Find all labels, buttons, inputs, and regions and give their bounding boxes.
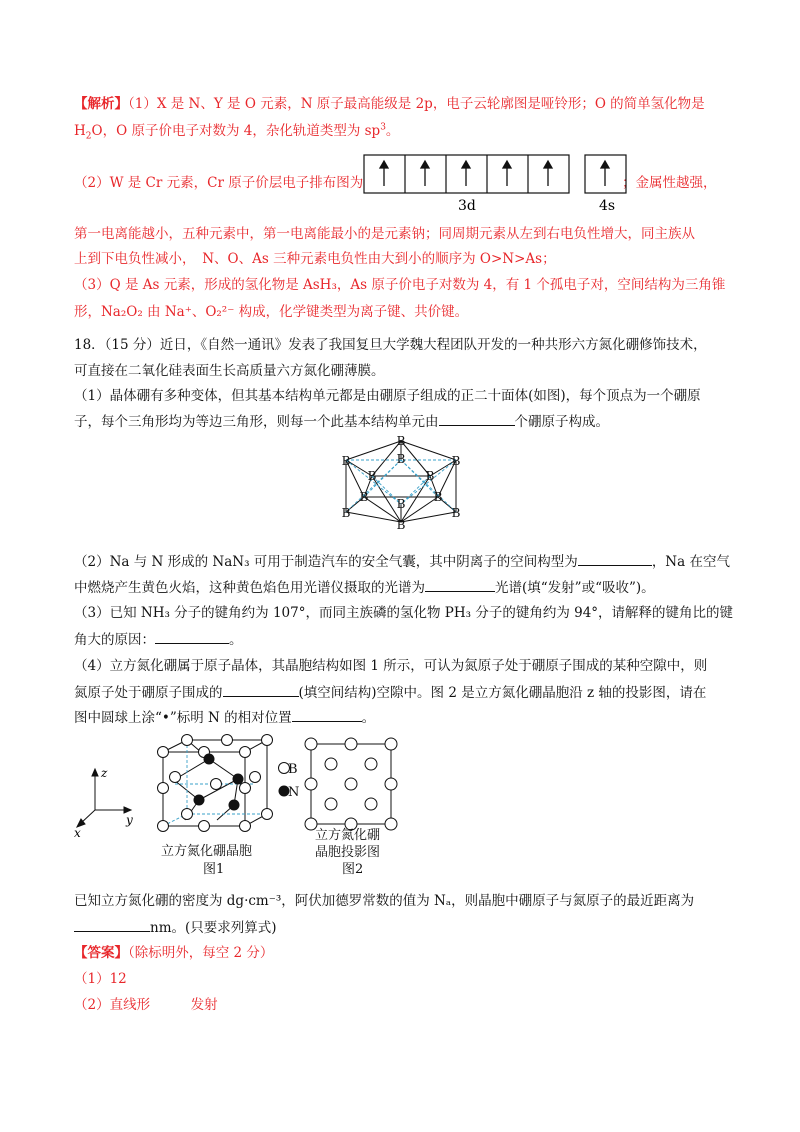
- boron-atom-ll: B: [359, 490, 369, 504]
- s3-blank[interactable]: [155, 629, 229, 644]
- q18-s4-line-3: [74, 707, 734, 728]
- boron-atom-br: B: [451, 506, 461, 520]
- unit-cell-figure: [155, 732, 275, 832]
- s3-text-1: （3）已知 NH₃ 分子的键角约为 107°，而同主族磷的氢化物 PH₃ 分子的键角约为 94°，请解释的键角比的键: [74, 605, 734, 621]
- fig2-caption-3: 图2: [342, 862, 364, 877]
- boron-atom-back-top: B: [396, 452, 406, 466]
- projection-figure: [303, 736, 399, 832]
- axis-y-label: y: [126, 813, 133, 827]
- analysis-p1-text2: O，O 原子价电子对数为 4，杂化轨道类型为 sp: [91, 123, 381, 139]
- s3-text-2a: 角大的原因：: [74, 632, 155, 648]
- density-line-2: [74, 917, 734, 938]
- analysis-p3-l2: 形，Na₂O₂ 由 Na⁺、O₂²⁻ 构成，化学键类型为离子键、共价键。: [74, 304, 469, 320]
- boron-atom-ml: B: [367, 469, 377, 483]
- answer-2: （2）直线形 发射: [74, 997, 218, 1013]
- answer-tag: 【答案】: [74, 945, 128, 961]
- s2-text-1b: ，Na 在空气: [651, 554, 730, 570]
- analysis-p2-l3: 上到下电负性减小， N、O、As 三种元素电负性由大到小的顺序为 O>N>As；: [74, 251, 556, 267]
- analysis-p2-pre: （2）W 是 Cr 元素，Cr 原子价层电子排布图为: [74, 175, 364, 191]
- boron-atom-ul: B: [341, 454, 351, 468]
- s2-blank-1[interactable]: [578, 551, 652, 566]
- answer-note: （除标明外，每空 2 分）: [128, 945, 274, 961]
- q18-line-1: [74, 335, 734, 355]
- fig1-caption-2: 图1: [203, 862, 225, 877]
- s2-text-2a: 中燃烧产生黄色火焰，这种黄色焰色用光谱仪摄取的光谱为: [74, 580, 425, 596]
- q18-s4-line-1: [74, 656, 734, 676]
- q18-s4-line-2: [74, 682, 734, 703]
- analysis-p2-l2: 第一电离能越小，五种元素中，第一电离能最小的是元素钠；同周期元素从左到右电负性增大，同主族从: [74, 226, 695, 242]
- analysis-line-4: [74, 224, 734, 244]
- boron-atom-ur: B: [451, 454, 461, 468]
- fig2-caption-2: 晶胞投影图: [315, 845, 381, 860]
- q18-s2-line-2: [74, 577, 734, 598]
- analysis-line-1: [74, 94, 734, 114]
- analysis-line-2: $H_2O$，O 原子价电子对数为 4，杂化轨道类型为 $sp^3$。: [74, 122, 400, 142]
- answer-line-1: [74, 943, 734, 963]
- analysis-p3-l1: （3）Q 是 As 元素，形成的氢化物是 AsH₃，As 原子价电子对数为 4，有 1 个孤电子对，空间结构为三角锥: [74, 277, 726, 293]
- s3-text-2b: 。: [229, 632, 243, 648]
- s4-text-3a: 图中圆球上涂“•”标明 N 的相对位置: [74, 710, 292, 726]
- fig1-caption-1: 立方氮化硼晶胞: [161, 844, 253, 859]
- boron-atom-bl: B: [341, 506, 351, 520]
- q18-s2-line-1: [74, 551, 734, 572]
- legend-b-label: B: [288, 762, 298, 777]
- s4-text-2b: (填空间结构)空隙中。图 2 是立方氮化硼晶胞沿 z 轴的投影图，请在: [298, 685, 707, 701]
- boron-atom-lr: B: [433, 490, 443, 504]
- s1-text-1: （1）晶体硼有多种变体，但其基本结构单元都是由硼原子组成的正二十面体(如图)，每个顶点为一个硼原: [74, 388, 701, 404]
- axes-diagram: [70, 760, 140, 840]
- legend-n-label: N: [288, 785, 300, 800]
- axis-z-label: z: [101, 766, 108, 780]
- boron-atom-mr: B: [425, 469, 435, 483]
- analysis-p1-end: 。: [385, 123, 400, 139]
- answer-line-2: [74, 969, 734, 989]
- axis-x-label: x: [74, 826, 81, 840]
- icosahedron-figure: [328, 432, 474, 532]
- analysis-line-6: [74, 275, 734, 295]
- s1-text-2a: 子，每个三角形均为等边三角形，则每一个此基本结构单元由: [74, 414, 439, 430]
- q18-s1-line-1: [74, 386, 734, 406]
- analysis-p2-post: ；金属性越强，: [622, 175, 717, 191]
- fig2-caption-1: 立方氮化硼: [315, 828, 381, 843]
- s1-blank[interactable]: [439, 411, 515, 426]
- boron-atom-top: B: [396, 434, 406, 448]
- answer-line-3: [74, 995, 734, 1015]
- q18-s1-line-2: [74, 411, 734, 432]
- s4-text-1: （4）立方氮化硼属于原子晶体，其晶胞结构如图 1 所示，可认为氮原子处于硼原子围成的某种空隙中，则: [74, 658, 708, 674]
- orbital-diagram: [360, 152, 630, 214]
- density-line-1: [74, 891, 734, 911]
- s4-text-2a: 氮原子处于硼原子围成的: [74, 685, 223, 701]
- s1-text-2b: 个硼原子构成。: [514, 414, 609, 430]
- answer-1: （1）12: [74, 971, 127, 987]
- q18-text-2: 可直接在二氧化硅表面生长高质量六方氮化硼薄膜。: [74, 363, 385, 379]
- h-symbol: H: [74, 123, 86, 139]
- density-text-1: 已知立方氮化硼的密度为 dg·cm⁻³，阿伏加德罗常数的值为 Nₐ，则晶胞中硼原子与氮原子的最近距离为: [74, 893, 695, 909]
- density-blank[interactable]: [74, 917, 150, 932]
- orbital-4s-label: 4s: [599, 198, 616, 214]
- analysis-line-3b: [622, 173, 742, 193]
- analysis-line-7: [74, 302, 734, 322]
- s2-text-1a: （2）Na 与 N 形成的 NaN₃ 可用于制造汽车的安全气囊，其中阴离子的空间构型为: [74, 554, 578, 570]
- boron-atom-back-bottom: B: [396, 497, 406, 511]
- analysis-p1-text: （1）X 是 N、Y 是 O 元素，N 原子最高能级是 2p，电子云轮廓图是哑铃形；O 的简单氢化物是: [128, 96, 705, 112]
- q18-s3-line-2: [74, 629, 734, 650]
- boron-atom-bottom: B: [396, 518, 406, 532]
- s2-blank-2[interactable]: [425, 577, 495, 592]
- q18-s3-line-1: [74, 603, 734, 623]
- s4-blank-2[interactable]: [292, 707, 362, 722]
- s2-text-2b: 光谱(填“发射”或“吸收”)。: [495, 580, 655, 596]
- analysis-line-5: [74, 249, 734, 269]
- s4-text-3b: 。: [361, 710, 376, 726]
- orbital-3d-label: 3d: [458, 198, 476, 214]
- s4-blank-1[interactable]: [223, 682, 299, 697]
- q18-text-1: 18．（15 分）近日，《自然一通讯》发表了我国复旦大学魏大程团队开发的一种共形六方氮化硼修饰技术，: [74, 337, 707, 353]
- analysis-tag: 【解析】: [74, 96, 128, 112]
- q18-line-2: [74, 361, 734, 381]
- density-text-2: nm。(只要求列算式): [150, 920, 277, 936]
